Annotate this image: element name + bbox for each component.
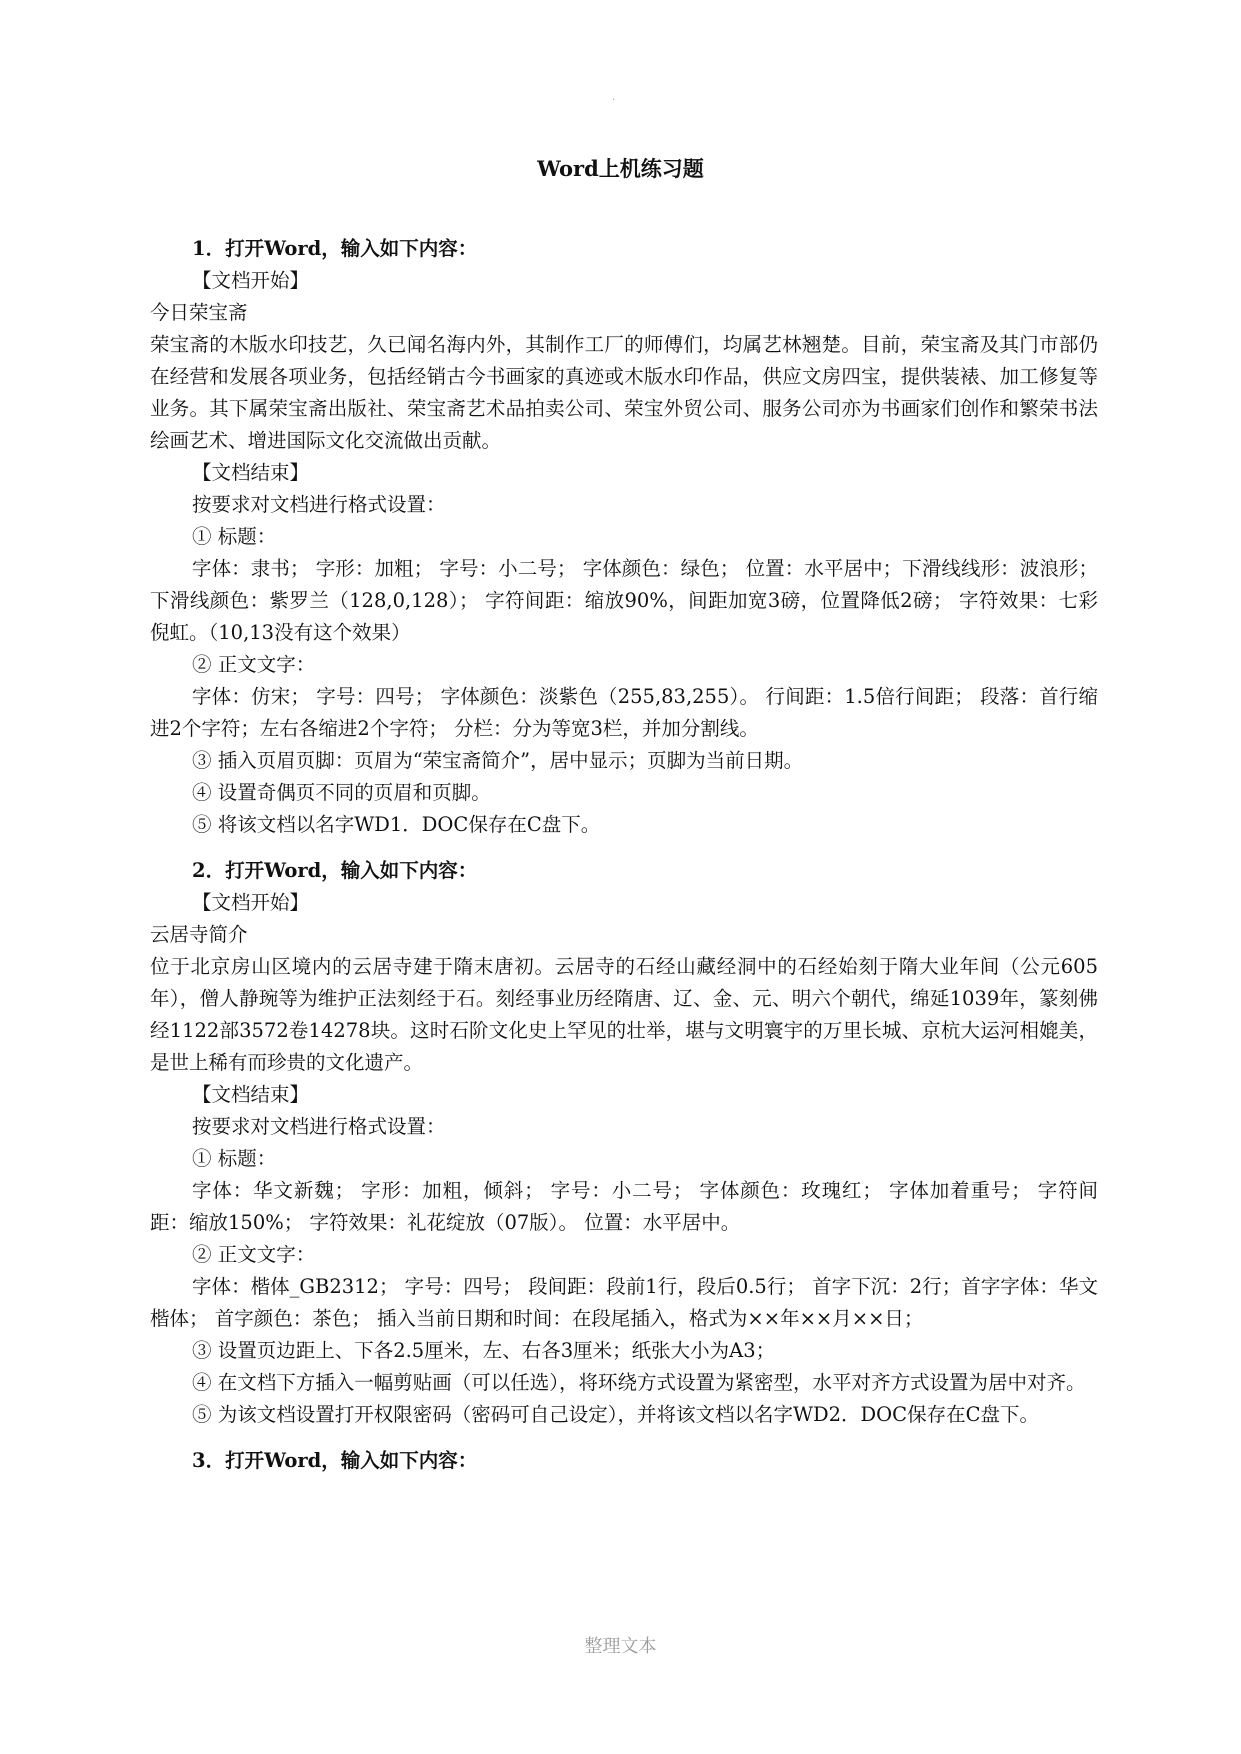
document-body bbox=[150, 233, 1098, 1477]
question-heading: 2．打开Word，输入如下内容： bbox=[192, 859, 478, 882]
paragraph: 按要求对文档进行格式设置： bbox=[192, 1115, 446, 1138]
document-title: Word上机练习题 bbox=[537, 156, 704, 181]
paragraph: ① 标题： bbox=[192, 1147, 277, 1170]
paragraph: 【文档开始】 bbox=[192, 891, 310, 914]
paragraph: 【文档开始】 bbox=[192, 269, 310, 292]
paragraph: ② 正文文字： bbox=[192, 653, 316, 676]
question-heading: 3．打开Word，输入如下内容： bbox=[192, 1449, 478, 1472]
paragraph: ① 标题： bbox=[192, 525, 277, 548]
paragraph: 云居寺简介 bbox=[150, 923, 248, 946]
paragraph: ⑤ 将该文档以名字WD1．DOC保存在C盘下。 bbox=[192, 813, 601, 836]
paragraph: 今日荣宝斋 bbox=[150, 301, 248, 324]
paragraph: ③ 插入页眉页脚：页眉为“荣宝斋简介”，居中显示；页脚为当前日期。 bbox=[192, 749, 804, 772]
paragraph: ④ 设置奇偶页不同的页眉和页脚。 bbox=[192, 781, 491, 804]
paragraph: 位于北京房山区境内的云居寺建于隋末唐初。云居寺的石经山藏经洞中的石经始刻于隋大业年间（公元605年），僧人静琬等为维护正法刻经于石。刻经事业历经隋唐、辽、金、元、明六个朝代，绵延1039年，篆刻佛经1122部3572卷14278块。这时石阶文化史上罕见的壮举，堪与文明寰宇的万里长城、京杭大运河相媲美，是世上稀有而珍贵的文化遗产。 bbox=[150, 955, 1098, 1074]
paragraph: 字体：隶书； 字形：加粗； 字号：小二号； 字体颜色：绿色； 位置：水平居中；下滑线线形：波浪形； 下滑线颜色：紫罗兰（128,0,128）； 字符间距：缩放90%，间距加宽3磅，位置降低2磅； 字符效果：七彩倪虹。（10,13没有这个效果） bbox=[150, 557, 1098, 644]
paragraph: ③ 设置页边距上、下各2.5厘米，左、右各3厘米；纸张大小为A3； bbox=[192, 1339, 776, 1362]
paragraph: ④ 在文档下方插入一幅剪贴画（可以任选），将环绕方式设置为紧密型，水平对齐方式设置为居中对齐。 bbox=[192, 1371, 1086, 1394]
paragraph: 字体：华文新魏； 字形：加粗，倾斜； 字号：小二号； 字体颜色：玫瑰红； 字体加着重号； 字符间距：缩放150%； 字符效果：礼花绽放（07版）。 位置：水平居中。 bbox=[150, 1179, 1098, 1234]
paragraph: ② 正文文字： bbox=[192, 1243, 316, 1266]
header-mark: . bbox=[612, 92, 616, 103]
paragraph: 荣宝斋的木版水印技艺，久已闻名海内外，其制作工厂的师傅们，均属艺林翘楚。目前，荣宝斋及其门市部仍在经营和发展各项业务，包括经销古今书画家的真迹或木版水印作品，供应文房四宝，提供装裱、加工修复等业务。其下属荣宝斋出版社、荣宝斋艺术品拍卖公司、荣宝外贸公司、服务公司亦为书画家们创作和繁荣书法绘画艺术、增进国际文化交流做出贡献。 bbox=[150, 333, 1098, 452]
paragraph: 按要求对文档进行格式设置： bbox=[192, 493, 446, 516]
paragraph: ⑤ 为该文档设置打开权限密码（密码可自己设定），并将该文档以名字WD2．DOC保存在C盘下。 bbox=[192, 1403, 1039, 1426]
question-heading: 1．打开Word，输入如下内容： bbox=[192, 237, 478, 260]
paragraph: 字体：仿宋； 字号：四号； 字体颜色：淡紫色（255,83,255）。 行间距：1.5倍行间距； 段落：首行缩进2个字符；左右各缩进2个字符； 分栏：分为等宽3栏，并加分割线。 bbox=[150, 685, 1098, 740]
paragraph: 【文档结束】 bbox=[192, 461, 310, 484]
footer-text: 整理文本 bbox=[584, 1636, 657, 1657]
paragraph: 字体：楷体_GB2312； 字号：四号； 段间距：段前1行，段后0.5行； 首字下沉：2行；首字字体：华文楷体； 首字颜色：茶色； 插入当前日期和时间：在段尾插入，格式为××年××月××日； bbox=[150, 1275, 1098, 1330]
paragraph: 【文档结束】 bbox=[192, 1083, 310, 1106]
